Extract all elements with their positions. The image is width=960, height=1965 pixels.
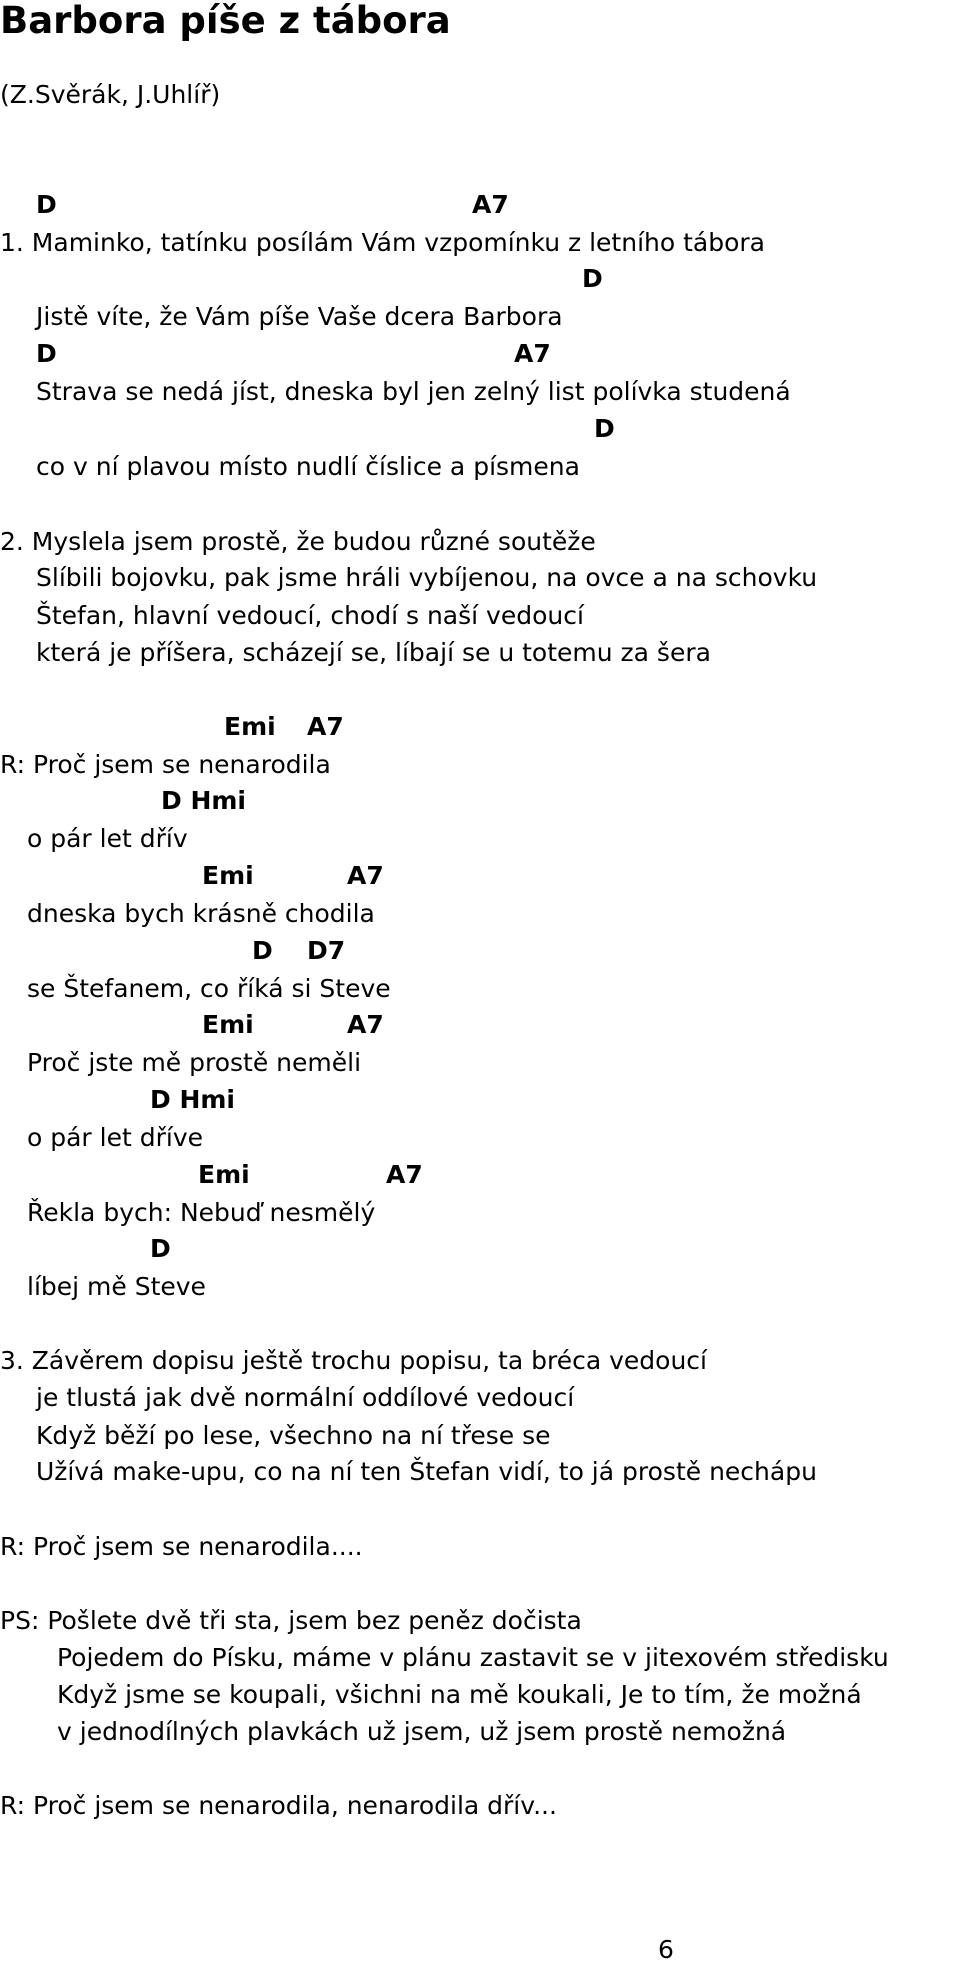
lyric-line: 3. Závěrem dopisu ještě trochu popisu, ta bréca vedoucí xyxy=(0,1346,707,1375)
lyric-line: je tlustá jak dvě normální oddílové vedoucí xyxy=(36,1383,575,1412)
chord: A7 xyxy=(347,1010,384,1039)
chord: Emi xyxy=(198,1160,250,1189)
lyric-line: Řekla bych: Nebuď nesmělý xyxy=(27,1198,376,1227)
lyric-line: v jednodílných plavkách už jsem, už jsem prostě nemožná xyxy=(57,1717,787,1746)
chord: A7 xyxy=(472,190,509,219)
lyric-line: Když jsme se koupali, všichni na mě koukali, Je to tím, že možná xyxy=(57,1680,862,1709)
chord: D xyxy=(594,414,615,443)
chord: D xyxy=(36,339,57,368)
chord: A7 xyxy=(307,712,344,741)
lyric-line: se Štefanem, co říká si Steve xyxy=(27,974,391,1003)
lyric-line: Pojedem do Písku, máme v plánu zastavit se v jitexovém středisku xyxy=(57,1643,889,1672)
lyric-line: která je příšera, scházejí se, líbají se u totemu za šera xyxy=(36,638,711,667)
chord: A7 xyxy=(386,1160,423,1189)
lyric-line: 1. Maminko, tatínku posílám Vám vzpomínku z letního tábora xyxy=(0,228,765,257)
refrain-reference: R: Proč jsem se nenarodila, nenarodila dřív... xyxy=(0,1791,557,1820)
chord: Emi xyxy=(202,861,254,890)
lyric-line: PS: Pošlete dvě tři sta, jsem bez peněz dočista xyxy=(0,1606,582,1635)
lyric-line: dneska bych krásně chodila xyxy=(27,899,375,928)
lyric-line: Užívá make-upu, co na ní ten Štefan vidí, to já prostě nechápu xyxy=(36,1457,817,1486)
lyric-line: Strava se nedá jíst, dneska byl jen zelný list polívka studená xyxy=(36,377,791,406)
chord: Emi xyxy=(224,712,276,741)
chord: D Hmi xyxy=(150,1085,235,1114)
lyric-line: Jistě víte, že Vám píše Vaše dcera Barbora xyxy=(36,302,563,331)
refrain-reference: R: Proč jsem se nenarodila.... xyxy=(0,1532,363,1561)
lyric-line: co v ní plavou místo nudlí číslice a písmena xyxy=(36,452,580,481)
lyric-line: o pár let dřív xyxy=(27,824,188,853)
chord: D xyxy=(150,1234,171,1263)
lyric-line: Štefan, hlavní vedoucí, chodí s naší vedoucí xyxy=(36,601,584,630)
lyric-line: Slíbili bojovku, pak jsme hráli vybíjenou, na ovce a na schovku xyxy=(36,563,818,592)
song-authors: (Z.Svěrák, J.Uhlíř) xyxy=(0,80,221,109)
lyric-line: 2. Myslela jsem prostě, že budou různé soutěže xyxy=(0,527,596,556)
chord: D Hmi xyxy=(161,786,246,815)
chord: D7 xyxy=(307,936,346,965)
song-title: Barbora píše z tábora xyxy=(0,0,451,42)
chord: D xyxy=(582,264,603,293)
lyric-line: Když běží po lese, všechno na ní třese se xyxy=(36,1421,551,1450)
chord: A7 xyxy=(514,339,551,368)
lyric-line: líbej mě Steve xyxy=(27,1272,206,1301)
lyric-line: R: Proč jsem se nenarodila xyxy=(0,750,331,779)
chord: D xyxy=(252,936,273,965)
chord: A7 xyxy=(347,861,384,890)
chord: Emi xyxy=(202,1010,254,1039)
chord: D xyxy=(36,190,57,219)
page-number: 6 xyxy=(658,1935,674,1964)
lyric-line: o pár let dříve xyxy=(27,1123,204,1152)
lyric-line: Proč jste mě prostě neměli xyxy=(27,1048,362,1077)
